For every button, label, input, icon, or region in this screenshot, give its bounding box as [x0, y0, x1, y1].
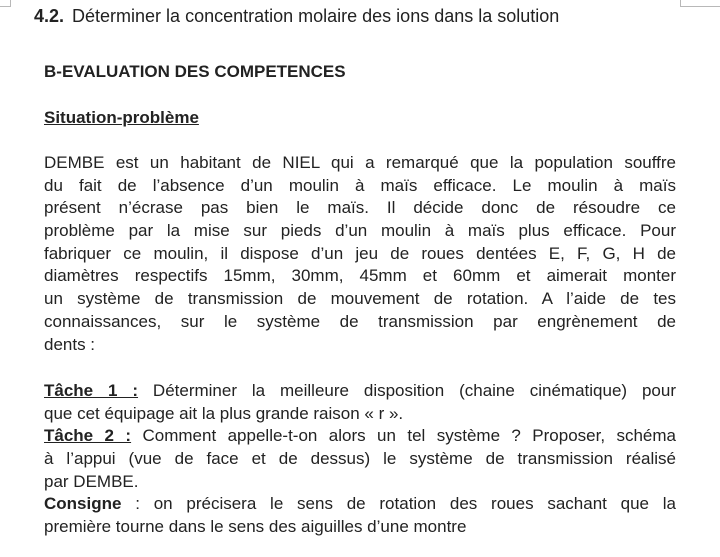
situation-line: présent n’écrase pas bien le maïs. Il décide donc de résoudre ce [44, 198, 676, 218]
task2-text-1: Comment appelle-t-on alors un tel système ? Proposer, schéma [142, 426, 676, 446]
page-corner-mark-right [680, 0, 720, 7]
consigne-line [44, 493, 676, 516]
situation-paragraph [44, 152, 676, 356]
section-title: B-EVALUATION DES COMPETENCES [44, 62, 346, 81]
situation-line: un système de transmission de mouvement de rotation. A l’aide de tes [44, 289, 676, 309]
situation-line: DEMBE est un habitant de NIEL qui a remarqué que la population souffre [44, 153, 676, 172]
situation-line: du fait de l’absence d’un moulin à maïs efficace. Le moulin à maïs [44, 175, 676, 195]
question-number: 4.2. [34, 6, 65, 26]
task2-line [44, 425, 676, 448]
situation-line: fabriquer ce moulin, il dispose d’un jeu de roues dentées E, F, G, H de [44, 243, 676, 263]
task1-line [44, 380, 676, 403]
situation-line: diamètres respectifs 15mm, 30mm, 45mm et 60mm et aimerait monter [44, 266, 676, 286]
task1-text-2: que cet équipage ait la plus grande raison « r ». [44, 403, 404, 423]
task2-text-2: à l’appui (vue de face et de dessus) le système de transmission réalisé [44, 449, 676, 469]
consigne-text-2: première tourne dans le sens des aiguilles d’une montre [44, 517, 467, 537]
situation-line: problème par la mise sur pieds d’un moulin à maïs plus efficace. Pour [44, 221, 676, 241]
situation-line: connaissances, sur le système de transmission par engrènement de [44, 311, 676, 331]
question-4-2 [34, 6, 559, 27]
task2-label: Tâche 2 : [44, 426, 132, 446]
task2-text-3: par DEMBE. [44, 471, 139, 491]
page-corner-mark-left [0, 0, 11, 7]
task1-label: Tâche 1 : [44, 381, 139, 400]
consigne-text-1: : on précisera le sens de rotation des roues sachant que la [135, 494, 676, 514]
situation-line: dents : [44, 334, 96, 354]
task1-text-1: Déterminer la meilleure disposition (chaine cinématique) pour [152, 381, 676, 400]
subtitle: Situation-problème [44, 108, 199, 127]
question-text: Déterminer la concentration molaire des ions dans la solution [72, 6, 560, 26]
tasks-block [44, 380, 676, 539]
consigne-label: Consigne [44, 494, 122, 514]
